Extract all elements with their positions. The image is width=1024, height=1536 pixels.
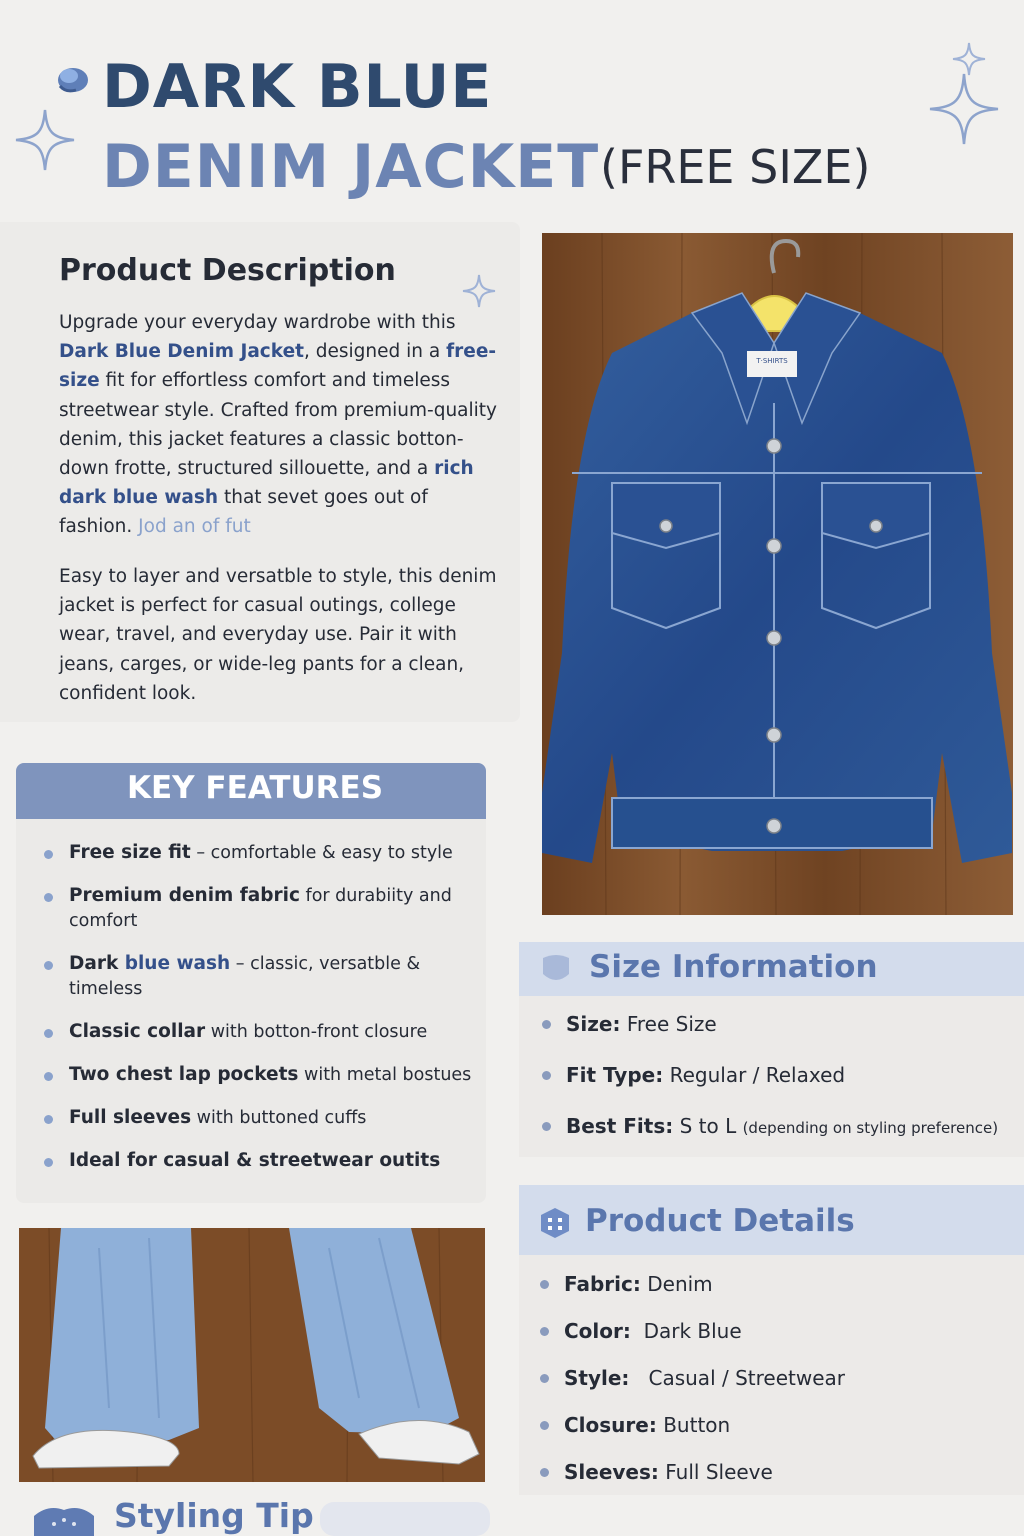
description-paragraph-2: Easy to layer and versatble to style, this denim jacket is perfect for casual outings, college wear, travel, and everyday use. Pair it with jeans, carges, or wide-leg pants for a clean, confident look. [59, 566, 497, 704]
cube-icon [538, 1206, 572, 1240]
page-title-line2: DENIM JACKET [102, 132, 600, 202]
jacket-label-text: T·SHIRTS [756, 357, 788, 365]
list-item: Free size fit – comfortable & easy to style [44, 840, 489, 866]
description-paragraph-1 [59, 308, 499, 542]
desc-text-segment: that sevet goes out of fashion. [59, 487, 428, 538]
list-item: Fit Type: Regular / Relaxed [540, 1061, 1024, 1089]
page-title-line1: DARK BLUE [102, 52, 493, 122]
size-info-heading: Size Information [589, 949, 878, 985]
styling-tip-heading: Styling Tip [114, 1496, 314, 1535]
list-item: Premium denim fabric for durabiity and comfort [44, 883, 489, 934]
desc-highlight: rich dark blue wash [59, 458, 474, 509]
list-item: Full sleeves with buttoned cuffs [44, 1105, 489, 1131]
sparkle-icon [928, 72, 1000, 146]
list-item: Ideal for casual & streetwear outits [44, 1148, 489, 1174]
cap-icon [56, 64, 90, 94]
list-item: Classic collar with botton-front closure [44, 1019, 489, 1045]
tag-icon [540, 952, 572, 986]
list-item: Best Fits: S to L (depending on styling preference) [540, 1112, 1024, 1142]
desc-text-segment: Upgrade your everyday wardrobe with this [59, 312, 456, 333]
list-item: Style: Casual / Streetwear [540, 1365, 1024, 1391]
shirt-icon [28, 1502, 100, 1536]
desc-highlight: Dark Blue Denim Jacket [59, 341, 304, 363]
size-info-list [540, 1010, 1024, 1165]
description-heading: Product Description [59, 253, 396, 288]
product-details-list [540, 1271, 1024, 1506]
list-item: Two chest lap pockets with metal bostues [44, 1062, 489, 1088]
list-item: Color: Dark Blue [540, 1318, 1024, 1344]
list-item: Size: Free Size [540, 1010, 1024, 1038]
desc-faint-text: Jod an of fut [138, 516, 251, 538]
sparkle-icon [14, 108, 76, 172]
desc-text-segment: fit for effortless comfort and timeless streetwear style. Crafted from premium-quality denim, this jacket features a classic botton-down frotte, structured sillouette, and a [59, 370, 498, 480]
list-item: Sleeves: Full Sleeve [540, 1459, 1024, 1485]
key-features-heading: KEY FEATURES [126, 770, 384, 806]
sparkle-icon [952, 42, 986, 76]
list-item: Closure: Button [540, 1412, 1024, 1438]
list-item: Fabric: Denim [540, 1271, 1024, 1297]
product-details-heading: Product Details [585, 1203, 855, 1239]
list-item: Dark blue wash – classic, versatble & timeless [44, 951, 489, 1002]
desc-highlight: free-size [59, 341, 497, 392]
page-title-size: (FREE SIZE) [600, 140, 871, 194]
jeans-photo [19, 1228, 485, 1482]
sparkle-icon [462, 274, 496, 308]
jacket-photo [542, 233, 1013, 915]
styling-tip-bar [320, 1502, 490, 1536]
key-features-list [44, 840, 489, 1191]
desc-text-segment: , designed in a [303, 341, 447, 363]
